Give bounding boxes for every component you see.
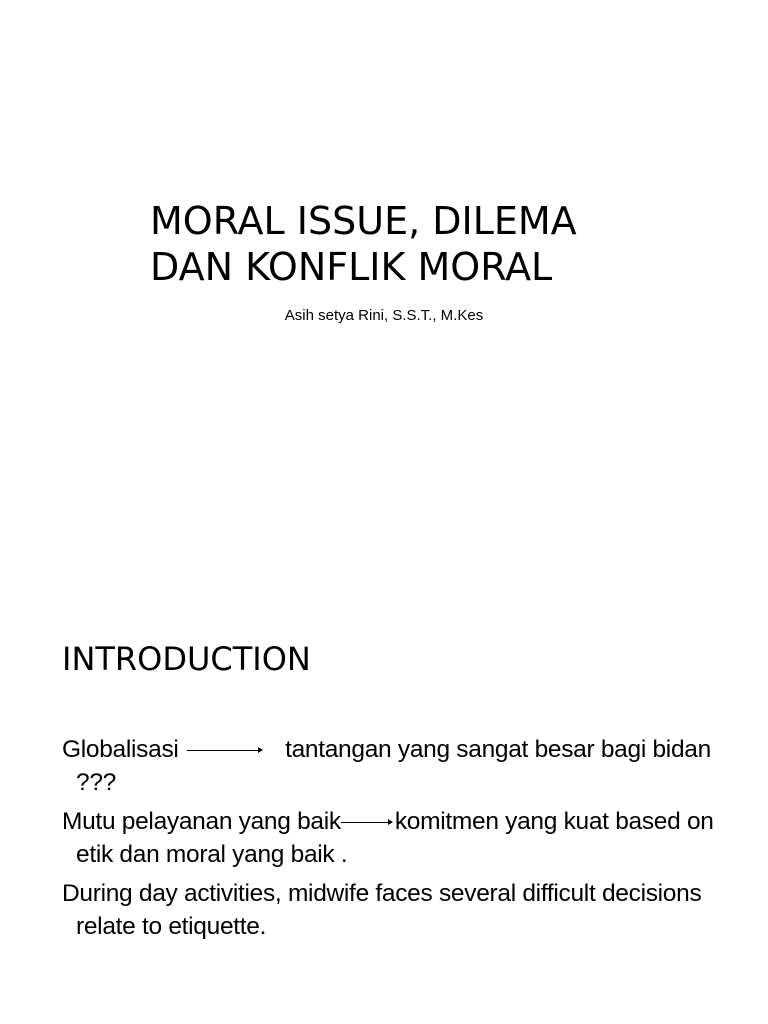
slide-subtitle: Asih setya Rini, S.S.T., M.Kes bbox=[284, 307, 484, 324]
list-item: Mutu pelayanan yang baik komitmen yang kuat based on etik dan moral yang baik . bbox=[62, 808, 714, 868]
list-item: Globalisasi tantangan yang sangat besar bagi bidan ??? bbox=[62, 736, 711, 796]
arrow-right-icon bbox=[187, 750, 263, 752]
bullet-list bbox=[62, 733, 742, 949]
list-item: During day activities, midwife faces several difficult decisions relate to etiquette. bbox=[62, 880, 702, 940]
arrow-right-icon bbox=[341, 822, 393, 824]
slide-title: MORAL ISSUE, DILEMA DAN KONFLIK MORAL bbox=[150, 199, 577, 289]
section-heading: INTRODUCTION bbox=[62, 640, 311, 678]
